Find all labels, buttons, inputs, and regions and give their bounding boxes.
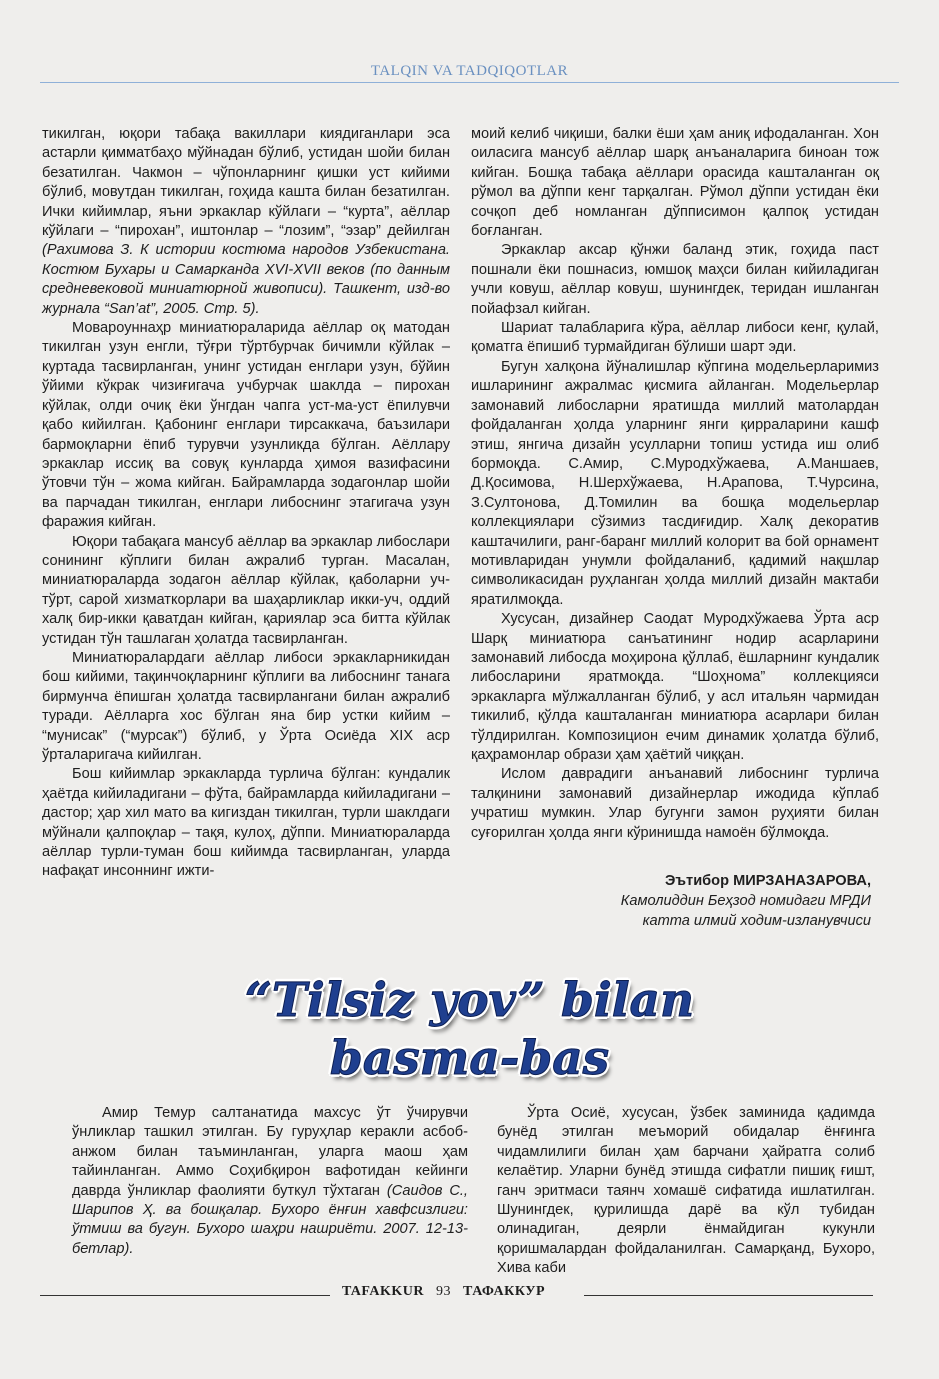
footer-text bbox=[342, 1284, 545, 1300]
title-line-2: basma-bas bbox=[329, 1031, 610, 1086]
page-footer bbox=[40, 1284, 873, 1304]
article2-title bbox=[0, 972, 939, 1088]
citation: (Саидов С., Шарипов Ҳ. ва бошқалар. Бухоро ёнғин хавфсизлиги: ўтмиш ва бугун. Бухоро шаҳри нашриёти. 2007. 12-13-бетлар). bbox=[72, 1182, 468, 1257]
author-affiliation: Камолиддин Беҳзод номидаги МРДИ bbox=[620, 893, 871, 909]
paragraph: моий келиб чиқиши, балки ёши ҳам аниқ ифодаланган. Хон оиласига мансуб аёллар шарқ анъаналарига биноан тож кийган. Бошқа табақа аёллари орасида кашталанган оқ рўмол ва дўппи кенг тарқалган. Рўмол дўппи устидан ёки сочқоп деб номланган дўпписимон қалпоқ устидан боғланган. bbox=[471, 126, 879, 240]
paragraph bbox=[72, 1104, 468, 1259]
article1-right-column bbox=[471, 125, 879, 843]
article1-left-column bbox=[42, 125, 450, 882]
author-name: Эътибор МИРЗАНАЗАРОВА, bbox=[665, 873, 871, 889]
section-title: TALQIN VA TADQIQOTLAR bbox=[370, 63, 569, 79]
paragraph: Ўрта Осиё, хусусан, ўзбек заминида қадимда бунёд этилган меъморий обидалар ёнғинга чидамлилиги билан ҳам барчани ҳайратга солиб келаётир. Уларни бунёд этишда сифатли пишиқ ғишт, ганч эритмаси таянч хомашё сифатида ишлатилган. Шунингдек, қурилишда дарё ва кўл тубидан олинадиган, деярли ёнмайдиган кукунли қоришмалардан фойдаланилган. Самарқанд, Бухоро, Хива каби bbox=[497, 1105, 875, 1277]
page-number: 93 bbox=[436, 1284, 452, 1299]
paragraph: Бугун халқона йўналишлар кўпгина модельерларимиз ишларининг ажралмас қисмига айланган. Модельерлар замонавий либосларни яратишда миллий матолардан фойдаланган ҳолда уларнинг янги қирраларини кашф этиш, янгича дизайн усулларни топиш устида иш олиб бормоқда. С.Амир, С.Муродхўжаева, А.Маншаев, Д.Қосимова, Н.Шерхўжаева, Н.Арапова, Т.Чурсина, З.Султонова, Д.Томилин ва бошқа модельерлар коллекциялари сўзимиз тасдиғидир. Халқ декоратив каштачилиги, ранг-баранг миллий колорит ва бой орнамент мотивларидан унумли фойдаланиб, қадимий нақшлар символикасидан руҳланган ҳолда миллий дизайн мактаби яратилмоқда. bbox=[471, 358, 879, 608]
paragraph: Хусусан, дизайнер Саодат Муродхўжаева Ўрта аср Шарқ миниатюра санъатининг нодир асарларини замонавий либосда моҳирона қўллаб, ёшларнинг кундалик либосларини яратмоқда. “Шоҳнома” коллекцияси эркакларга мўлжалланган бўлиб, у асл итальян чармидан тикилиб, қўлда кашталанган миниатюра асарлари билан тўлдирилган. Композицион ечим динамик ҳолатда бўлиб, қаҳрамонлар образи ҳам ҳаётий чиққан. bbox=[471, 611, 879, 763]
footer-rule-left bbox=[40, 1295, 330, 1296]
paragraph: Ислом даврадиги анъанавий либоснинг турлича талқинини замонавий дизайнерлар ижодида кўплаб учратиш мумкин. Улар бугунги замон руҳияти билан суғорилган ҳолда янги кўринишда намоён бўлмоқда. bbox=[471, 766, 879, 841]
paragraph: Миниатюралардаги аёллар либоси эркакларникидан бош кийими, тақинчоқларнинг кўплиги ва либоснинг танага бирмунча ёпишган ҳолатда тасвирлангани билан ажралиб туради. Аёлларга хос бўлган яна бир устки кийим – “мунисак” (“мурсак”) бўлиб, у Ўрта Осиёда XIX аср ўрталаригача кийилган. bbox=[42, 649, 450, 763]
running-header bbox=[40, 62, 899, 80]
header-rule bbox=[40, 82, 899, 83]
paragraph: Эркаклар аксар қўнжи баланд этик, гоҳида паст пошнали ёки пошнасиз, юмшоқ маҳси билан кийиладиган учли ковуш, аёллар ковуш, шунингдек, теридан ишланган пойафзал кийган. bbox=[471, 242, 879, 317]
paragraph: Юқори табақага мансуб аёллар ва эркаклар либослари сонининг кўплиги билан ажралиб турган. Масалан, миниатюраларда зодагон аёллар кўйлак, қаболарни уч-тўрт, сарой хизматкорлари ва шаҳарликлар икки-уч, оддий халқ бир-икки қаватдан кийган, қариялар эса битта кўйлак устидан тўн ташлаган ҳолатда тасвирланган. bbox=[42, 533, 450, 647]
paragraph: Шариат талабларига кўра, аёллар либоси кенг, қулай, қоматга ёпишиб турмайдиган бўлиши шарт эди. bbox=[471, 320, 879, 356]
title-line-1: “Tilsiz yov” bilan bbox=[244, 973, 695, 1028]
paragraph: Бош кийимлар эркакларда турлича бўлган: кундалик ҳаётда кийиладигани – фўта, байрамларда кийиладигани – дастор; ҳар хил мато ва кигиздан тикилган, турли шаклдаги мўйнали қалпоқлар – тақя, кулоҳ, дўппи. Миниатюраларда аёллар турли-туман бош кийимда тасвирланган, уларда нафақат инсоннинг ижти- bbox=[42, 766, 450, 880]
paragraph: Мовароуннаҳр миниатюраларида аёллар оқ матодан тикилган узун енгли, тўғри тўртбурчак бичимли кўйлак – куртада тасвирланган, унинг устидан енглари узун, бўйин ўйими кўкрак чизиғигача учбурчак шаклда – пирохан кўйлак, олди очиқ ёки ўнгдан чапга уст-ма-уст ёпилувчи қабо кийилган. Қабонинг енглари тирсаккача, баъзилари бармоқларни ёпиб турувчи узунликда бўлган. Аёллару эркаклар иссиқ ва совуқ кунларда ҳимоя вазифасини ўтовчи тўн – жома кийган. Байрамларда зодагонлар шойи ва парчадан тикилган, енглари либоснинг этагигача узун фаражия кийган. bbox=[42, 320, 450, 531]
citation: (Рахимова З. К истории костюма народов Узбекистана. Костюм Бухары и Самарканда XVI-XVII веков (по данным средневековой миниатюрной живописи). Ташкент, изд-во журнала “San’at”, 2005. Стр. 5). bbox=[42, 242, 450, 317]
author-signature bbox=[451, 871, 871, 931]
article2-left-column bbox=[72, 1104, 468, 1259]
paragraph-text: тикилган, юқори табақа вакиллари киядиганлари эса астарли қимматбаҳо мўйнадан бўлиб, устидан шойи билан безатилган. Чакмон – чўпонларнинг қишки уст кийими бўлиб, мовутдан тикилган, гоҳида кашта билан безатилган. Ички кийимлар, яъни эркаклар кўйлаги – “курта”, аёллар кўйлаги – “пирохан”, иштонлар – “лозим”, “эзар” дейилган bbox=[42, 126, 450, 240]
author-role: катта илмий ходим-изланувчиси bbox=[642, 913, 871, 929]
footer-magazine-cyrillic: ТАФАККУР bbox=[463, 1284, 546, 1299]
footer-rule-right bbox=[584, 1295, 873, 1296]
paragraph bbox=[42, 125, 450, 319]
footer-magazine-latin: TAFAKKUR bbox=[342, 1284, 425, 1299]
article2-right-column bbox=[497, 1104, 875, 1279]
paragraph-text: Амир Темур салтанатида махсус ўт ўчирувчи ўнликлар ташкил этилган. Бу гуруҳлар керакли асбоб-анжом билан таъминланган, уларга маош ҳам тайинланган. Аммо Соҳибқирон вафотидан кейинги даврда ўнликлар фаолияти буткул тўхтаган bbox=[72, 1105, 468, 1199]
